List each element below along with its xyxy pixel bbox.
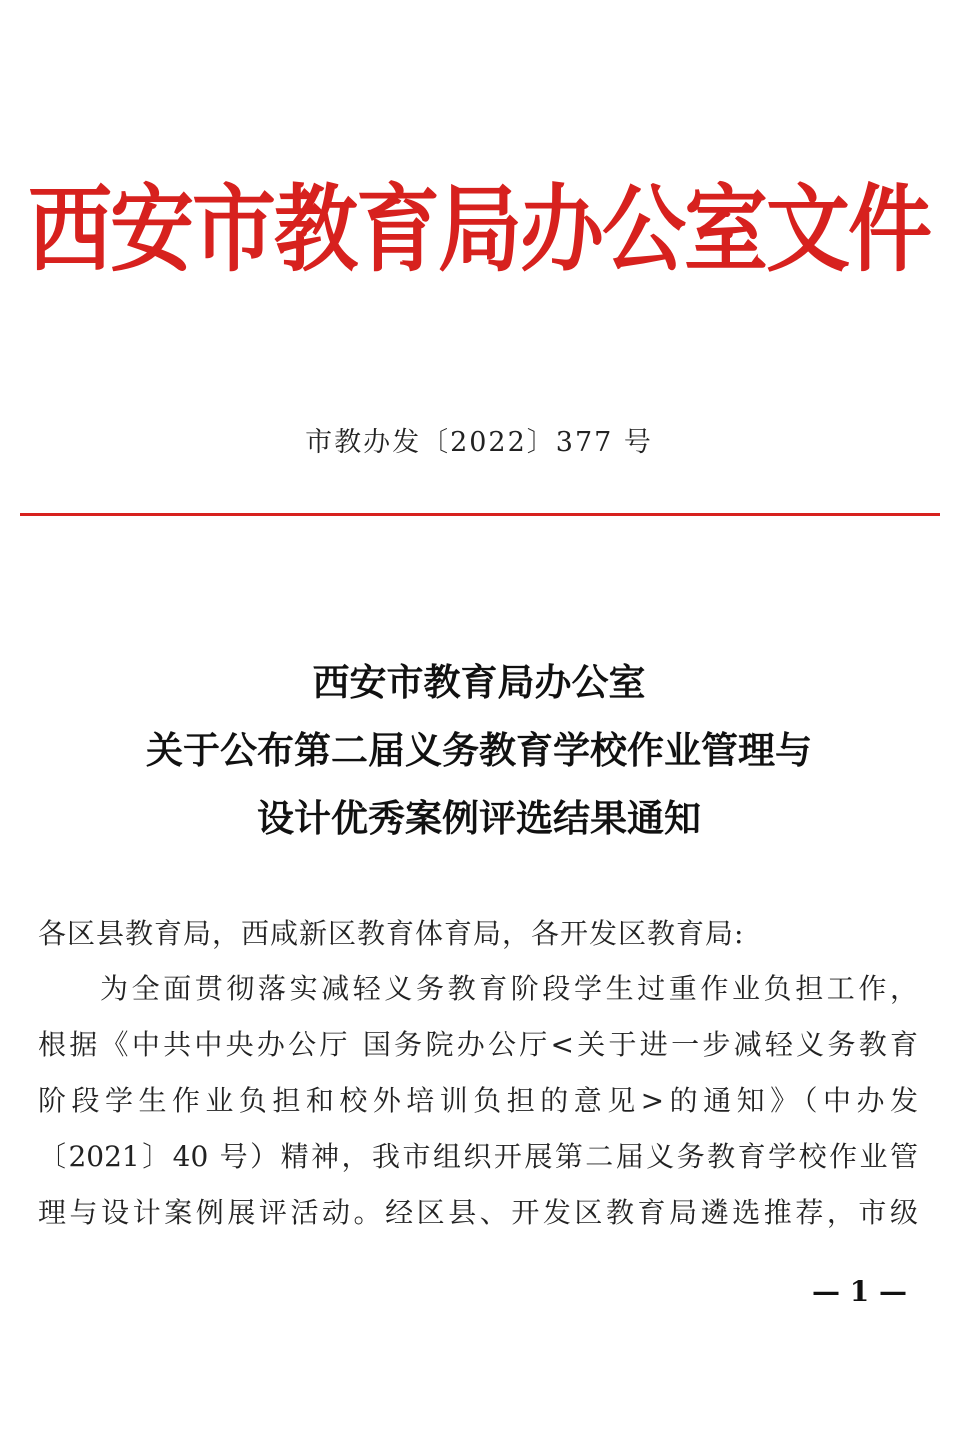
body-line: 阶段学生作业负担和校外培训负担的意见>的通知》（中办发 [38, 1084, 918, 1117]
body-line: 根据《中共中央办公厅 国务院办公厅<关于进一步减轻义务教育 [38, 1028, 918, 1061]
body-line: 为全面贯彻落实减轻义务教育阶段学生过重作业负担工作， [100, 972, 918, 1005]
body-line: 理与设计案例展评活动。经区县、开发区教育局遴选推荐，市级 [38, 1196, 918, 1229]
title-line: 设计优秀案例评选结果通知 [257, 796, 701, 840]
salutation: 各区县教育局，西咸新区教育体育局，各开发区教育局: [38, 917, 745, 950]
body-line: 〔2021〕40 号）精神，我市组织开展第二届义务教育学校作业管 [38, 1140, 918, 1173]
page-number: — 1 — [812, 1275, 907, 1308]
masthead-title: 西安市教育局办公室文件 [27, 173, 930, 285]
title-line: 西安市教育局办公室 [312, 660, 646, 704]
body-paragraph [38, 965, 918, 1245]
red-divider [20, 513, 940, 516]
document-number: 市教办发〔2022〕377 号 [305, 427, 653, 458]
notice-title [0, 648, 958, 852]
title-line: 关于公布第二届义务教育学校作业管理与 [146, 728, 812, 772]
